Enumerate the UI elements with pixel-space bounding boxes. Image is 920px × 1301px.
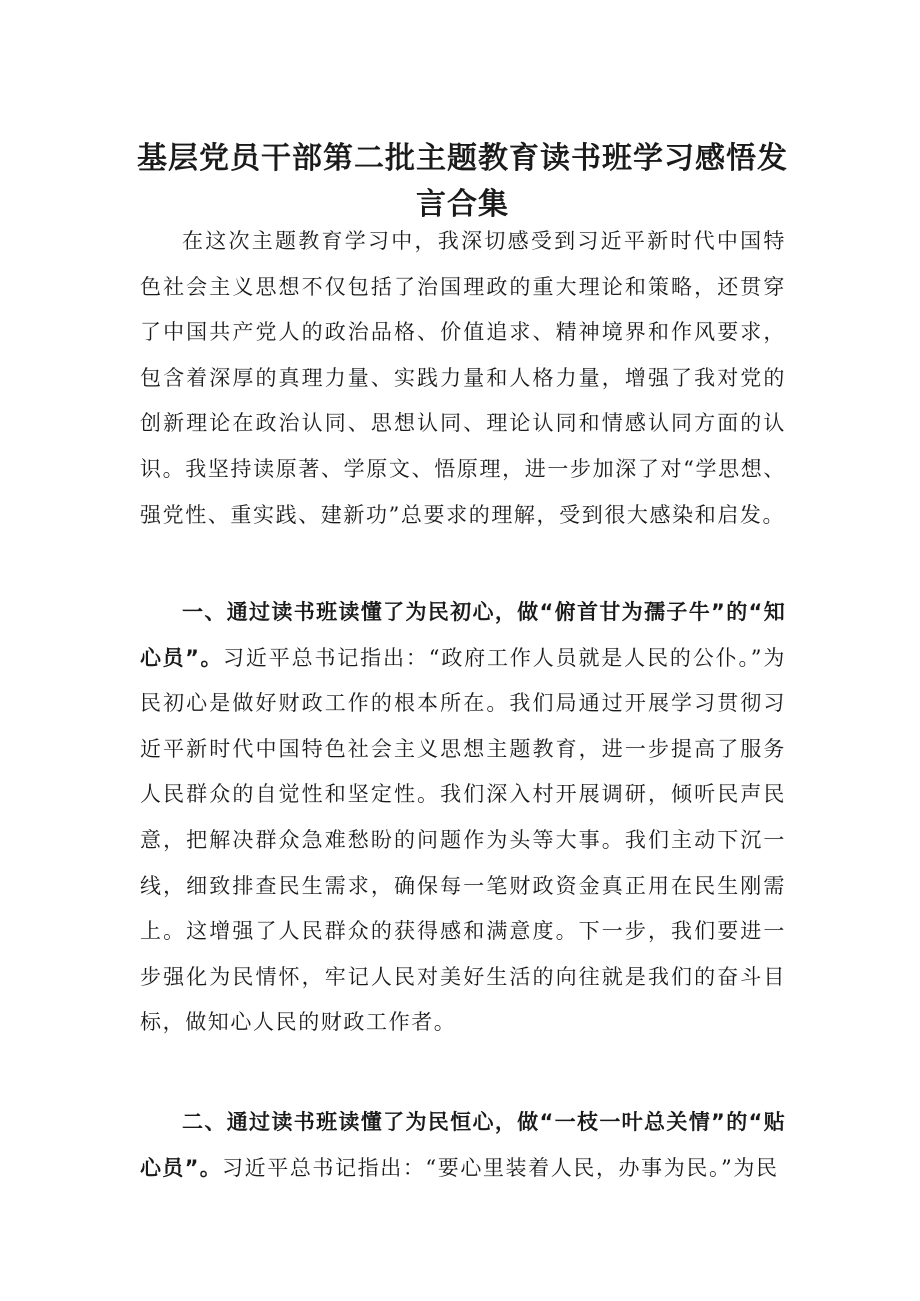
paragraph-section-one: [140, 590, 786, 1046]
section-two-heading: 二、通过读书班读懂了为民恒心，做“一枝一叶总关情”的“贴心员”。: [140, 1110, 786, 1180]
paragraph-intro-text: 在这次主题教育学习中，我深切感受到习近平新时代中国特色社会主义思想不仅包括了治国理政的重大理论和策略，还贯穿了中国共产党人的政治品格、价值追求、精神境界和作风要求，包含着深厚的真理力量、实践力量和人格力量，增强了我对党的创新理论在政治认同、思想认同、理论认同和情感认同方面的认识。我坚持读原著、学原文、悟原理，进一步加深了对“学思想、强党性、重实践、建新功”总要求的理解，受到很大感染和启发。: [140, 229, 786, 527]
section-one-text: 习近平总书记指出：“政府工作人员就是人民的公仆。”为民初心是做好财政工作的根本所在。我们局通过开展学习贯彻习近平新时代中国特色社会主义思想主题教育，进一步提高了服务人民群众的自觉性和坚定性。我们深入村开展调研，倾听民声民意，把解决群众急难愁盼的问题作为头等大事。我们主动下沉一线，细致排查民生需求，确保每一笔财政资金真正用在民生刚需上。这增强了人民群众的获得感和满意度。下一步，我们要进一步强化为民情怀，牢记人民对美好生活的向往就是我们的奋斗目标，做知心人民的财政工作者。: [140, 645, 786, 1035]
section-two-text: 习近平总书记指出：“要心里装着人民，办事为民。”为民: [222, 1155, 779, 1180]
document-title: 基层党员干部第二批主题教育读书班学习感悟发言合集: [137, 141, 788, 222]
section-one-heading: 一、通过读书班读懂了为民初心，做“俯首甘为孺子牛”的“知心员”。: [140, 600, 786, 670]
paragraph-intro: [140, 219, 786, 538]
paragraph-section-two: [140, 1100, 786, 1191]
